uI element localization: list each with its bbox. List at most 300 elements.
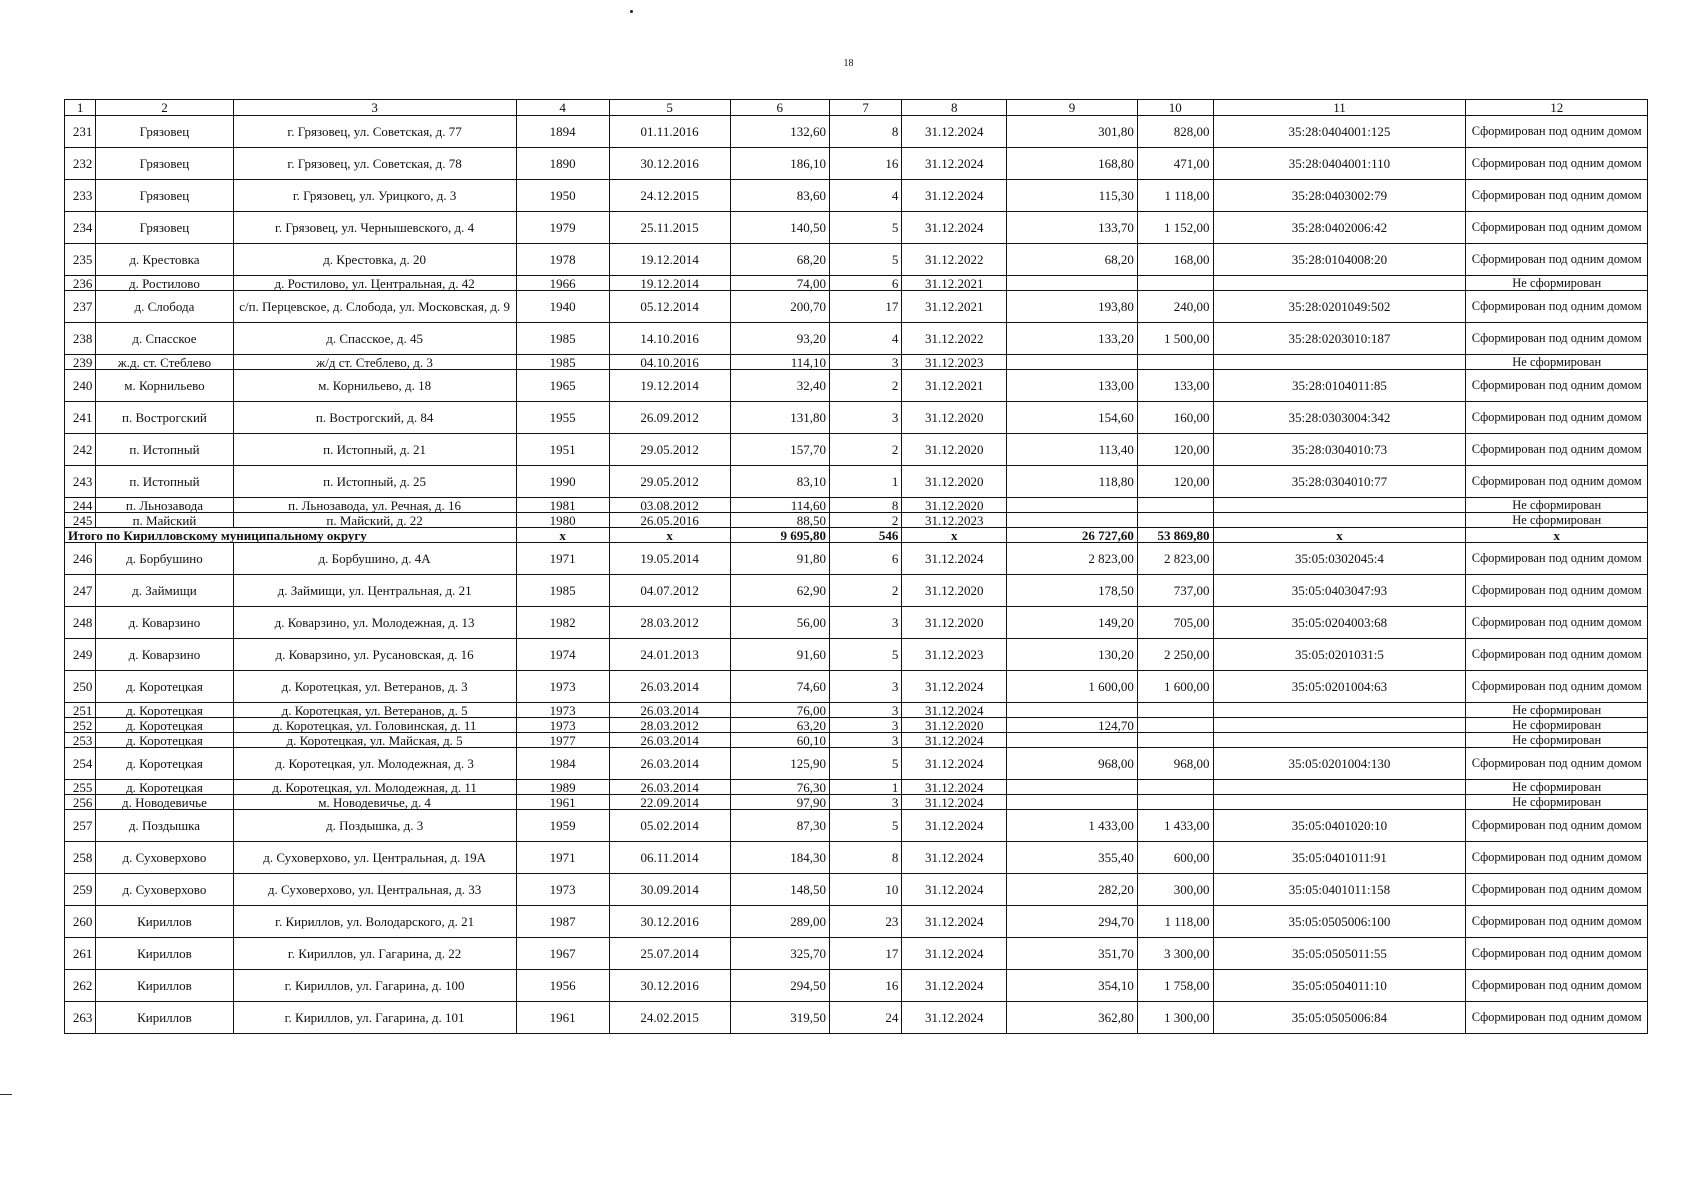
residents-cell: 2 xyxy=(829,434,901,466)
address-cell: п. Майский, д. 22 xyxy=(233,513,516,528)
residents-cell: 5 xyxy=(829,639,901,671)
value9-cell: 1 433,00 xyxy=(1007,810,1138,842)
header-cell: 1 xyxy=(65,100,96,116)
total-row xyxy=(65,528,1648,543)
cadastral-cell: 35:28:0203010:187 xyxy=(1213,323,1466,355)
value9-cell: 149,20 xyxy=(1007,607,1138,639)
status-cell: Сформирован под одним домом xyxy=(1466,906,1648,938)
status-cell: Не сформирован xyxy=(1466,513,1648,528)
area-cell: 319,50 xyxy=(730,1002,829,1034)
value9-cell: 168,80 xyxy=(1007,148,1138,180)
address-cell: п. Льнозавода, ул. Речная, д. 16 xyxy=(233,498,516,513)
area-cell: 184,30 xyxy=(730,842,829,874)
number-cell: 245 xyxy=(65,513,96,528)
status-cell: Сформирован под одним домом xyxy=(1466,116,1648,148)
table-row xyxy=(65,276,1648,291)
year-cell: 1989 xyxy=(516,780,609,795)
date-cell: 28.03.2012 xyxy=(609,718,730,733)
area-cell: 83,60 xyxy=(730,180,829,212)
residents-cell: 16 xyxy=(829,970,901,1002)
number-cell: 236 xyxy=(65,276,96,291)
status-cell: Сформирован под одним домом xyxy=(1466,244,1648,276)
date-cell: 19.12.2014 xyxy=(609,244,730,276)
deadline-cell: 31.12.2024 xyxy=(902,874,1007,906)
table-row xyxy=(65,513,1648,528)
area-cell: 114,60 xyxy=(730,498,829,513)
status-cell: Сформирован под одним домом xyxy=(1466,370,1648,402)
number-cell: 249 xyxy=(65,639,96,671)
settlement-cell: Кириллов xyxy=(96,1002,233,1034)
status-cell: Не сформирован xyxy=(1466,733,1648,748)
residents-cell: 2 xyxy=(829,575,901,607)
residents-cell: 1 xyxy=(829,466,901,498)
date-cell: 30.12.2016 xyxy=(609,970,730,1002)
area-cell: 88,50 xyxy=(730,513,829,528)
year-cell: 1951 xyxy=(516,434,609,466)
value10-cell: 120,00 xyxy=(1137,434,1213,466)
margin-mark xyxy=(0,1094,12,1095)
settlement-cell: д. Коротецкая xyxy=(96,703,233,718)
address-cell: д. Коротецкая, ул. Головинская, д. 11 xyxy=(233,718,516,733)
deadline-cell: 31.12.2020 xyxy=(902,402,1007,434)
number-cell: 253 xyxy=(65,733,96,748)
address-cell: д. Суховерхово, ул. Центральная, д. 33 xyxy=(233,874,516,906)
number-cell: 239 xyxy=(65,355,96,370)
status-cell: Сформирован под одним домом xyxy=(1466,434,1648,466)
cadastral-cell: 35:05:0401020:10 xyxy=(1213,810,1466,842)
year-cell: 1971 xyxy=(516,543,609,575)
deadline-cell: 31.12.2024 xyxy=(902,780,1007,795)
value9-cell: 124,70 xyxy=(1007,718,1138,733)
table-row xyxy=(65,639,1648,671)
status-cell: Не сформирован xyxy=(1466,355,1648,370)
residents-cell: 4 xyxy=(829,323,901,355)
status-cell: Не сформирован xyxy=(1466,718,1648,733)
year-cell: 1984 xyxy=(516,748,609,780)
date-cell: 30.12.2016 xyxy=(609,148,730,180)
deadline-cell: 31.12.2020 xyxy=(902,718,1007,733)
year-cell: 1985 xyxy=(516,323,609,355)
cadastral-cell: 35:28:0104011:85 xyxy=(1213,370,1466,402)
settlement-cell: д. Новодевичье xyxy=(96,795,233,810)
value10-cell: 1 118,00 xyxy=(1137,180,1213,212)
header-row xyxy=(65,100,1648,116)
date-cell: 06.11.2014 xyxy=(609,842,730,874)
value9-cell: 294,70 xyxy=(1007,906,1138,938)
address-cell: д. Коротецкая, ул. Майская, д. 5 xyxy=(233,733,516,748)
status-cell: Сформирован под одним домом xyxy=(1466,748,1648,780)
value10-cell: 1 433,00 xyxy=(1137,810,1213,842)
table-row xyxy=(65,718,1648,733)
table-row xyxy=(65,244,1648,276)
status-cell: Сформирован под одним домом xyxy=(1466,575,1648,607)
residents-cell: 24 xyxy=(829,1002,901,1034)
deadline-cell: 31.12.2024 xyxy=(902,1002,1007,1034)
value9-cell: 130,20 xyxy=(1007,639,1138,671)
area-cell: 186,10 xyxy=(730,148,829,180)
deadline-cell: 31.12.2024 xyxy=(902,906,1007,938)
address-cell: с/п. Перцевское, д. Слобода, ул. Московская, д. 9 xyxy=(233,291,516,323)
settlement-cell: д. Слобода xyxy=(96,291,233,323)
number-cell: 233 xyxy=(65,180,96,212)
value9-cell xyxy=(1007,733,1138,748)
area-cell: 294,50 xyxy=(730,970,829,1002)
value10-cell xyxy=(1137,513,1213,528)
cadastral-cell: 35:28:0303004:342 xyxy=(1213,402,1466,434)
year-cell: 1940 xyxy=(516,291,609,323)
settlement-cell: д. Крестовка xyxy=(96,244,233,276)
value10-cell: 600,00 xyxy=(1137,842,1213,874)
table-row xyxy=(65,810,1648,842)
value10-cell: 160,00 xyxy=(1137,402,1213,434)
year-cell: 1973 xyxy=(516,703,609,718)
value9-cell: 351,70 xyxy=(1007,938,1138,970)
number-cell: 237 xyxy=(65,291,96,323)
settlement-cell: ж.д. ст. Стеблево xyxy=(96,355,233,370)
value10-cell xyxy=(1137,795,1213,810)
residents-cell: 5 xyxy=(829,748,901,780)
residents-cell: 2 xyxy=(829,370,901,402)
value9-cell: 355,40 xyxy=(1007,842,1138,874)
header-cell: 10 xyxy=(1137,100,1213,116)
status-cell: Сформирован под одним домом xyxy=(1466,323,1648,355)
deadline-cell: 31.12.2021 xyxy=(902,291,1007,323)
status-cell: Сформирован под одним домом xyxy=(1466,212,1648,244)
date-cell: 30.09.2014 xyxy=(609,874,730,906)
status-cell: Сформирован под одним домом xyxy=(1466,938,1648,970)
residents-cell: 3 xyxy=(829,733,901,748)
date-cell: 26.03.2014 xyxy=(609,703,730,718)
cadastral-cell xyxy=(1213,355,1466,370)
value10-cell: 1 500,00 xyxy=(1137,323,1213,355)
deadline-cell: 31.12.2024 xyxy=(902,733,1007,748)
settlement-cell: д. Поздышка xyxy=(96,810,233,842)
area-cell: 74,60 xyxy=(730,671,829,703)
address-cell: д. Спасское, д. 45 xyxy=(233,323,516,355)
value9-cell: 282,20 xyxy=(1007,874,1138,906)
settlement-cell: м. Корнильево xyxy=(96,370,233,402)
status-cell: Не сформирован xyxy=(1466,795,1648,810)
page-number: 18 xyxy=(843,58,854,69)
area-cell: 83,10 xyxy=(730,466,829,498)
deadline-cell: 31.12.2024 xyxy=(902,671,1007,703)
table-row xyxy=(65,148,1648,180)
year-cell: 1966 xyxy=(516,276,609,291)
number-cell: 242 xyxy=(65,434,96,466)
cadastral-cell: 35:05:0401011:91 xyxy=(1213,842,1466,874)
deadline-cell: 31.12.2024 xyxy=(902,842,1007,874)
residents-cell: 1 xyxy=(829,780,901,795)
area-cell: 325,70 xyxy=(730,938,829,970)
header-cell: 4 xyxy=(516,100,609,116)
cadastral-cell: 35:28:0104008:20 xyxy=(1213,244,1466,276)
settlement-cell: д. Ростилово xyxy=(96,276,233,291)
scan-dot xyxy=(630,10,633,13)
table-row xyxy=(65,180,1648,212)
cadastral-cell: 35:05:0204003:68 xyxy=(1213,607,1466,639)
cadastral-cell: 35:05:0401011:158 xyxy=(1213,874,1466,906)
residents-cell: 6 xyxy=(829,543,901,575)
area-cell: 93,20 xyxy=(730,323,829,355)
address-cell: г. Кириллов, ул. Гагарина, д. 101 xyxy=(233,1002,516,1034)
deadline-cell: 31.12.2022 xyxy=(902,323,1007,355)
cadastral-cell xyxy=(1213,733,1466,748)
deadline-cell: 31.12.2021 xyxy=(902,370,1007,402)
residents-cell: 17 xyxy=(829,938,901,970)
table-row xyxy=(65,323,1648,355)
value10-cell: 3 300,00 xyxy=(1137,938,1213,970)
number-cell: 241 xyxy=(65,402,96,434)
table-row xyxy=(65,434,1648,466)
table-row xyxy=(65,906,1648,938)
settlement-cell: д. Коротецкая xyxy=(96,780,233,795)
status-cell: Сформирован под одним домом xyxy=(1466,543,1648,575)
total-v10-cell: 53 869,80 xyxy=(1137,528,1213,543)
settlement-cell: д. Борбушино xyxy=(96,543,233,575)
cadastral-cell: 35:05:0504011:10 xyxy=(1213,970,1466,1002)
area-cell: 125,90 xyxy=(730,748,829,780)
date-cell: 29.05.2012 xyxy=(609,434,730,466)
number-cell: 231 xyxy=(65,116,96,148)
residents-cell: 23 xyxy=(829,906,901,938)
address-cell: д. Коротецкая, ул. Молодежная, д. 11 xyxy=(233,780,516,795)
status-cell: Не сформирован xyxy=(1466,276,1648,291)
address-cell: п. Истопный, д. 21 xyxy=(233,434,516,466)
number-cell: 254 xyxy=(65,748,96,780)
status-cell: Сформирован под одним домом xyxy=(1466,810,1648,842)
deadline-cell: 31.12.2023 xyxy=(902,355,1007,370)
value10-cell: 1 152,00 xyxy=(1137,212,1213,244)
number-cell: 234 xyxy=(65,212,96,244)
settlement-cell: д. Суховерхово xyxy=(96,874,233,906)
deadline-cell: 31.12.2020 xyxy=(902,466,1007,498)
cadastral-cell xyxy=(1213,498,1466,513)
value9-cell: 133,70 xyxy=(1007,212,1138,244)
date-cell: 19.05.2014 xyxy=(609,543,730,575)
number-cell: 255 xyxy=(65,780,96,795)
date-cell: 05.02.2014 xyxy=(609,810,730,842)
number-cell: 235 xyxy=(65,244,96,276)
table-row xyxy=(65,116,1648,148)
value10-cell: 300,00 xyxy=(1137,874,1213,906)
value9-cell xyxy=(1007,795,1138,810)
area-cell: 140,50 xyxy=(730,212,829,244)
address-cell: ж/д ст. Стеблево, д. 3 xyxy=(233,355,516,370)
settlement-cell: д. Суховерхово xyxy=(96,842,233,874)
deadline-cell: 31.12.2024 xyxy=(902,116,1007,148)
year-cell: 1967 xyxy=(516,938,609,970)
value9-cell: 133,20 xyxy=(1007,323,1138,355)
deadline-cell: 31.12.2021 xyxy=(902,276,1007,291)
status-cell: Сформирован под одним домом xyxy=(1466,842,1648,874)
area-cell: 289,00 xyxy=(730,906,829,938)
table-row xyxy=(65,607,1648,639)
settlement-cell: Грязовец xyxy=(96,180,233,212)
value10-cell xyxy=(1137,276,1213,291)
settlement-cell: Грязовец xyxy=(96,212,233,244)
residents-cell: 3 xyxy=(829,718,901,733)
table-row xyxy=(65,795,1648,810)
cadastral-cell: 35:05:0403047:93 xyxy=(1213,575,1466,607)
year-cell: 1977 xyxy=(516,733,609,748)
settlement-cell: д. Коротецкая xyxy=(96,748,233,780)
status-cell: Сформирован под одним домом xyxy=(1466,466,1648,498)
value10-cell: 737,00 xyxy=(1137,575,1213,607)
address-cell: п. Истопный, д. 25 xyxy=(233,466,516,498)
date-cell: 26.05.2016 xyxy=(609,513,730,528)
address-cell: п. Вострогский, д. 84 xyxy=(233,402,516,434)
deadline-cell: 31.12.2020 xyxy=(902,434,1007,466)
number-cell: 263 xyxy=(65,1002,96,1034)
number-cell: 238 xyxy=(65,323,96,355)
year-cell: 1890 xyxy=(516,148,609,180)
value10-cell xyxy=(1137,355,1213,370)
deadline-cell: 31.12.2023 xyxy=(902,513,1007,528)
date-cell: 24.02.2015 xyxy=(609,1002,730,1034)
table-row xyxy=(65,733,1648,748)
area-cell: 91,60 xyxy=(730,639,829,671)
value10-cell: 1 118,00 xyxy=(1137,906,1213,938)
value9-cell xyxy=(1007,498,1138,513)
status-cell: Не сформирован xyxy=(1466,780,1648,795)
number-cell: 251 xyxy=(65,703,96,718)
settlement-cell: Кириллов xyxy=(96,970,233,1002)
residents-cell: 3 xyxy=(829,607,901,639)
deadline-cell: 31.12.2024 xyxy=(902,795,1007,810)
year-cell: 1980 xyxy=(516,513,609,528)
address-cell: д. Крестовка, д. 20 xyxy=(233,244,516,276)
value10-cell: 705,00 xyxy=(1137,607,1213,639)
date-cell: 22.09.2014 xyxy=(609,795,730,810)
deadline-cell: 31.12.2024 xyxy=(902,543,1007,575)
status-cell: Сформирован под одним домом xyxy=(1466,639,1648,671)
year-cell: 1950 xyxy=(516,180,609,212)
residents-cell: 8 xyxy=(829,116,901,148)
year-cell: 1985 xyxy=(516,575,609,607)
area-cell: 74,00 xyxy=(730,276,829,291)
settlement-cell: д. Коротецкая xyxy=(96,718,233,733)
table-row xyxy=(65,842,1648,874)
cadastral-cell: 35:28:0404001:125 xyxy=(1213,116,1466,148)
number-cell: 262 xyxy=(65,970,96,1002)
settlement-cell: д. Коротецкая xyxy=(96,733,233,748)
deadline-cell: 31.12.2024 xyxy=(902,970,1007,1002)
table-row xyxy=(65,970,1648,1002)
residents-cell: 3 xyxy=(829,671,901,703)
number-cell: 258 xyxy=(65,842,96,874)
cadastral-cell: 35:05:0201004:63 xyxy=(1213,671,1466,703)
value10-cell xyxy=(1137,733,1213,748)
status-cell: Сформирован под одним домом xyxy=(1466,148,1648,180)
cadastral-cell xyxy=(1213,718,1466,733)
settlement-cell: п. Льнозавода xyxy=(96,498,233,513)
settlement-cell: п. Истопный xyxy=(96,434,233,466)
number-cell: 250 xyxy=(65,671,96,703)
settlement-cell: Грязовец xyxy=(96,148,233,180)
area-cell: 114,10 xyxy=(730,355,829,370)
settlement-cell: п. Истопный xyxy=(96,466,233,498)
date-cell: 19.12.2014 xyxy=(609,276,730,291)
table-row xyxy=(65,671,1648,703)
value9-cell: 362,80 xyxy=(1007,1002,1138,1034)
value9-cell: 968,00 xyxy=(1007,748,1138,780)
year-cell: 1894 xyxy=(516,116,609,148)
residents-cell: 3 xyxy=(829,795,901,810)
table-row xyxy=(65,1002,1648,1034)
header-cell: 6 xyxy=(730,100,829,116)
area-cell: 131,80 xyxy=(730,402,829,434)
settlement-cell: д. Спасское xyxy=(96,323,233,355)
status-cell: Сформирован под одним домом xyxy=(1466,180,1648,212)
year-cell: 1961 xyxy=(516,795,609,810)
cadastral-cell xyxy=(1213,276,1466,291)
header-cell: 7 xyxy=(829,100,901,116)
date-cell: 03.08.2012 xyxy=(609,498,730,513)
deadline-cell: 31.12.2024 xyxy=(902,748,1007,780)
value9-cell: 118,80 xyxy=(1007,466,1138,498)
year-cell: 1956 xyxy=(516,970,609,1002)
address-cell: г. Грязовец, ул. Советская, д. 78 xyxy=(233,148,516,180)
date-cell: 04.07.2012 xyxy=(609,575,730,607)
cadastral-cell: 35:28:0201049:502 xyxy=(1213,291,1466,323)
status-cell: Не сформирован xyxy=(1466,703,1648,718)
value10-cell: 240,00 xyxy=(1137,291,1213,323)
value9-cell: 68,20 xyxy=(1007,244,1138,276)
address-cell: м. Корнильево, д. 18 xyxy=(233,370,516,402)
residents-cell: 17 xyxy=(829,291,901,323)
total-deadline-cell: x xyxy=(902,528,1007,543)
status-cell: Сформирован под одним домом xyxy=(1466,874,1648,906)
cadastral-cell: 35:05:0505011:55 xyxy=(1213,938,1466,970)
area-cell: 87,30 xyxy=(730,810,829,842)
total-status-cell: x xyxy=(1466,528,1648,543)
date-cell: 26.09.2012 xyxy=(609,402,730,434)
area-cell: 32,40 xyxy=(730,370,829,402)
value9-cell xyxy=(1007,703,1138,718)
settlement-cell: д. Коварзино xyxy=(96,607,233,639)
status-cell: Сформирован под одним домом xyxy=(1466,291,1648,323)
year-cell: 1982 xyxy=(516,607,609,639)
area-cell: 97,90 xyxy=(730,795,829,810)
residents-cell: 8 xyxy=(829,498,901,513)
address-cell: д. Борбушино, д. 4А xyxy=(233,543,516,575)
deadline-cell: 31.12.2024 xyxy=(902,938,1007,970)
number-cell: 246 xyxy=(65,543,96,575)
cadastral-cell: 35:28:0304010:73 xyxy=(1213,434,1466,466)
table-row xyxy=(65,370,1648,402)
value9-cell xyxy=(1007,355,1138,370)
area-cell: 76,00 xyxy=(730,703,829,718)
cadastral-cell: 35:05:0505006:84 xyxy=(1213,1002,1466,1034)
value9-cell xyxy=(1007,780,1138,795)
address-cell: д. Суховерхово, ул. Центральная, д. 19А xyxy=(233,842,516,874)
number-cell: 257 xyxy=(65,810,96,842)
number-cell: 240 xyxy=(65,370,96,402)
header-cell: 11 xyxy=(1213,100,1466,116)
date-cell: 19.12.2014 xyxy=(609,370,730,402)
year-cell: 1961 xyxy=(516,1002,609,1034)
date-cell: 25.11.2015 xyxy=(609,212,730,244)
number-cell: 261 xyxy=(65,938,96,970)
number-cell: 252 xyxy=(65,718,96,733)
total-cadastral-cell: x xyxy=(1213,528,1466,543)
cadastral-cell: 35:05:0201031:5 xyxy=(1213,639,1466,671)
header-cell: 2 xyxy=(96,100,233,116)
value10-cell: 968,00 xyxy=(1137,748,1213,780)
year-cell: 1974 xyxy=(516,639,609,671)
number-cell: 244 xyxy=(65,498,96,513)
number-cell: 256 xyxy=(65,795,96,810)
